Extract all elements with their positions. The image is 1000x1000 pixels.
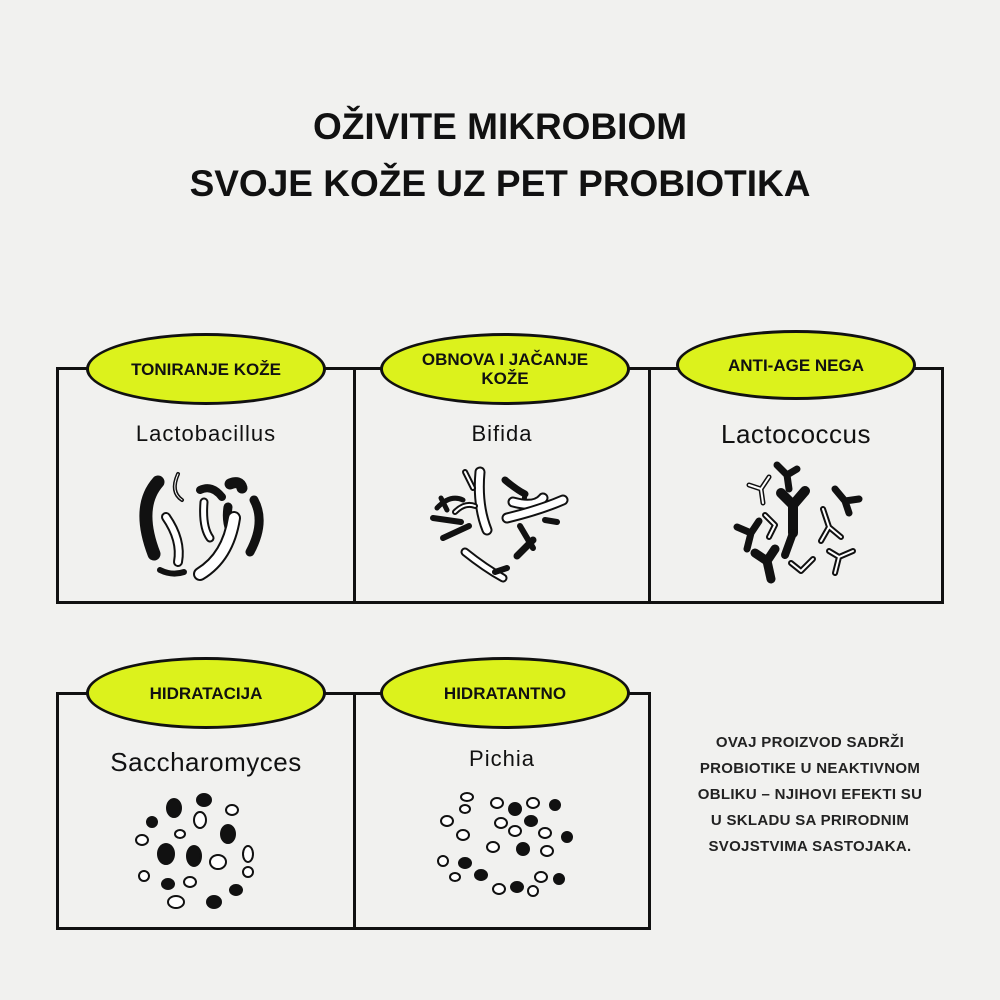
- branching-bacteria-icon: [725, 455, 875, 590]
- bifid-bacteria-icon: [425, 460, 575, 590]
- title-line-1: OŽIVITE MIKROBIOM: [312, 106, 688, 147]
- badge-obnova: OBNOVA I JAČANJE KOŽE: [380, 333, 630, 405]
- title-line-2: SVOJE KOŽE UZ PET PROBIOTIKA: [189, 163, 811, 204]
- species-lactococcus: Lactococcus: [720, 419, 872, 449]
- species-saccharomyces: Saccharomyces: [110, 747, 302, 777]
- product-disclaimer: OVAJ PROIZVOD SADRŽI PROBIOTIKE U NEAKTIVNOM OBLIKU – NJIHOVI EFEKTI SU U SKLADU SA PRIRODNIM SVOJSTVIMA SASTOJAKA.: [697, 734, 923, 855]
- rod-bacteria-icon: [130, 462, 280, 582]
- species-pichia: Pichia: [469, 746, 535, 771]
- yeast-cells-icon: [130, 790, 270, 915]
- badge-toniranje: TONIRANJE KOŽE: [86, 333, 326, 405]
- yeast-cluster-icon: [435, 785, 575, 910]
- badge-anti-age: ANTI-AGE NEGA: [676, 330, 916, 400]
- badge-hidratantno: HIDRATANTNO: [380, 657, 630, 729]
- badge-hidratacija: HIDRATACIJA: [86, 657, 326, 729]
- species-bifida: Bifida: [471, 421, 533, 446]
- species-lactobacillus: Lactobacillus: [135, 421, 277, 446]
